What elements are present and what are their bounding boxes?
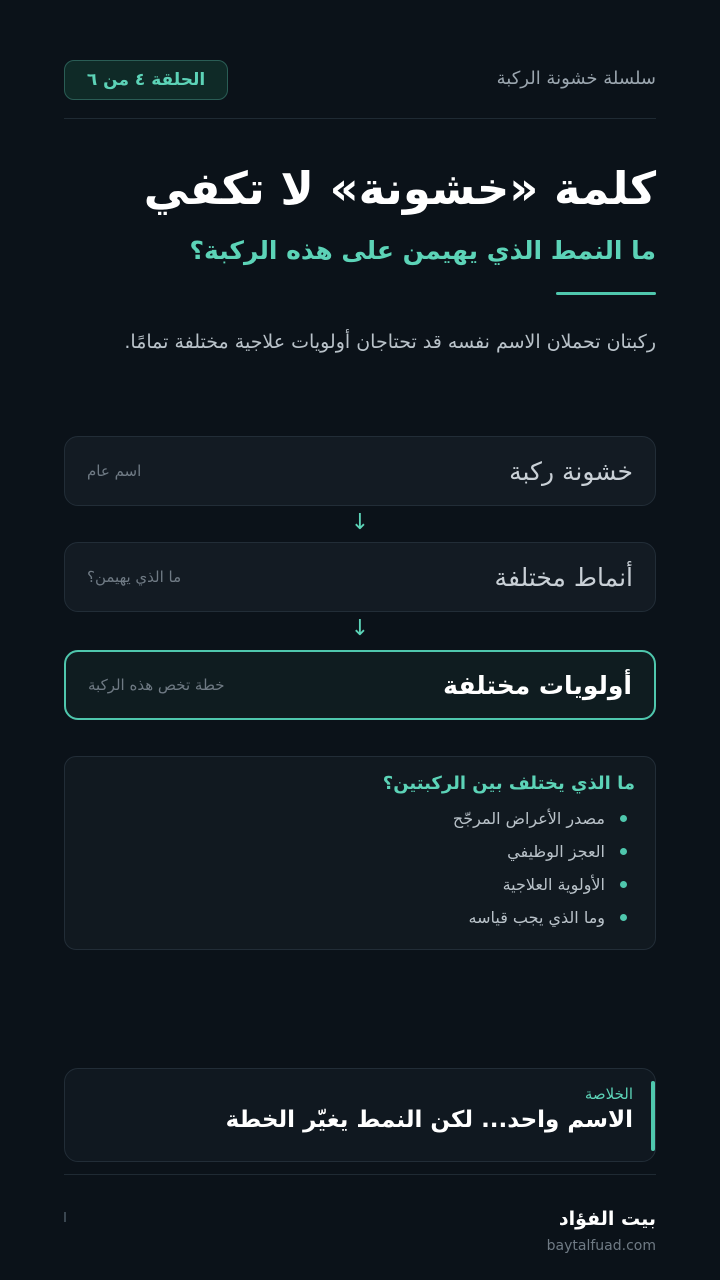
summary-text: الاسم واحد... لكن النمط يغيّر الخطة	[225, 1107, 633, 1133]
page-title: كلمة «خشونة» لا تكفي	[143, 162, 656, 215]
step-label: أنماط مختلفة	[494, 562, 633, 592]
step-label: خشونة ركبة	[509, 456, 633, 486]
brand-name: بيت الفؤاد	[558, 1208, 656, 1230]
list-item-text: العجز الوظيفي	[507, 842, 605, 861]
differences-box	[64, 756, 656, 950]
step-label: أولويات مختلفة	[443, 670, 632, 700]
list-item	[85, 901, 635, 934]
list-item	[85, 835, 635, 868]
step-note: ما الذي يهيمن؟	[87, 568, 182, 586]
header	[64, 60, 656, 100]
bullet-dot-icon	[620, 914, 627, 921]
arrow-down-icon: ↓	[350, 616, 370, 641]
list-item-text: مصدر الأعراض المرجّح	[452, 809, 605, 828]
summary-label: الخلاصة	[584, 1085, 633, 1103]
page	[64, 0, 656, 1280]
summary-box	[64, 1068, 656, 1162]
list-item	[85, 802, 635, 835]
footer-tick-mark	[64, 1212, 66, 1222]
list-item-text: وما الذي يجب قياسه	[468, 908, 605, 927]
footer-divider	[64, 1174, 656, 1175]
bullet-dot-icon	[620, 848, 627, 855]
step-note: اسم عام	[87, 462, 142, 480]
step-card-priorities	[64, 650, 656, 720]
arrow-down-icon: ↓	[350, 510, 370, 535]
brand-url[interactable]: baytalfuad.com	[546, 1238, 656, 1254]
differences-list	[85, 802, 635, 934]
step-card-patterns	[64, 542, 656, 612]
list-item	[85, 868, 635, 901]
bullet-dot-icon	[620, 815, 627, 822]
series-title: سلسلة خشونة الركبة	[496, 68, 656, 89]
bullet-dot-icon	[620, 881, 627, 888]
step-card-general-name	[64, 436, 656, 506]
lead-paragraph: ركبتان تحملان الاسم نفسه قد تحتاجان أولويات علاجية مختلفة تمامًا.	[124, 331, 656, 353]
differences-heading: ما الذي يختلف بين الركبتين؟	[382, 773, 635, 794]
episode-badge: الحلقة ٤ من ٦	[64, 60, 228, 100]
header-divider	[64, 118, 656, 119]
step-note: خطة تخص هذه الركبة	[88, 676, 225, 694]
page-subtitle: ما النمط الذي يهيمن على هذه الركبة؟	[189, 236, 656, 265]
title-accent-line	[556, 292, 656, 295]
summary-accent-bar	[651, 1081, 655, 1151]
list-item-text: الأولوية العلاجية	[502, 875, 605, 894]
